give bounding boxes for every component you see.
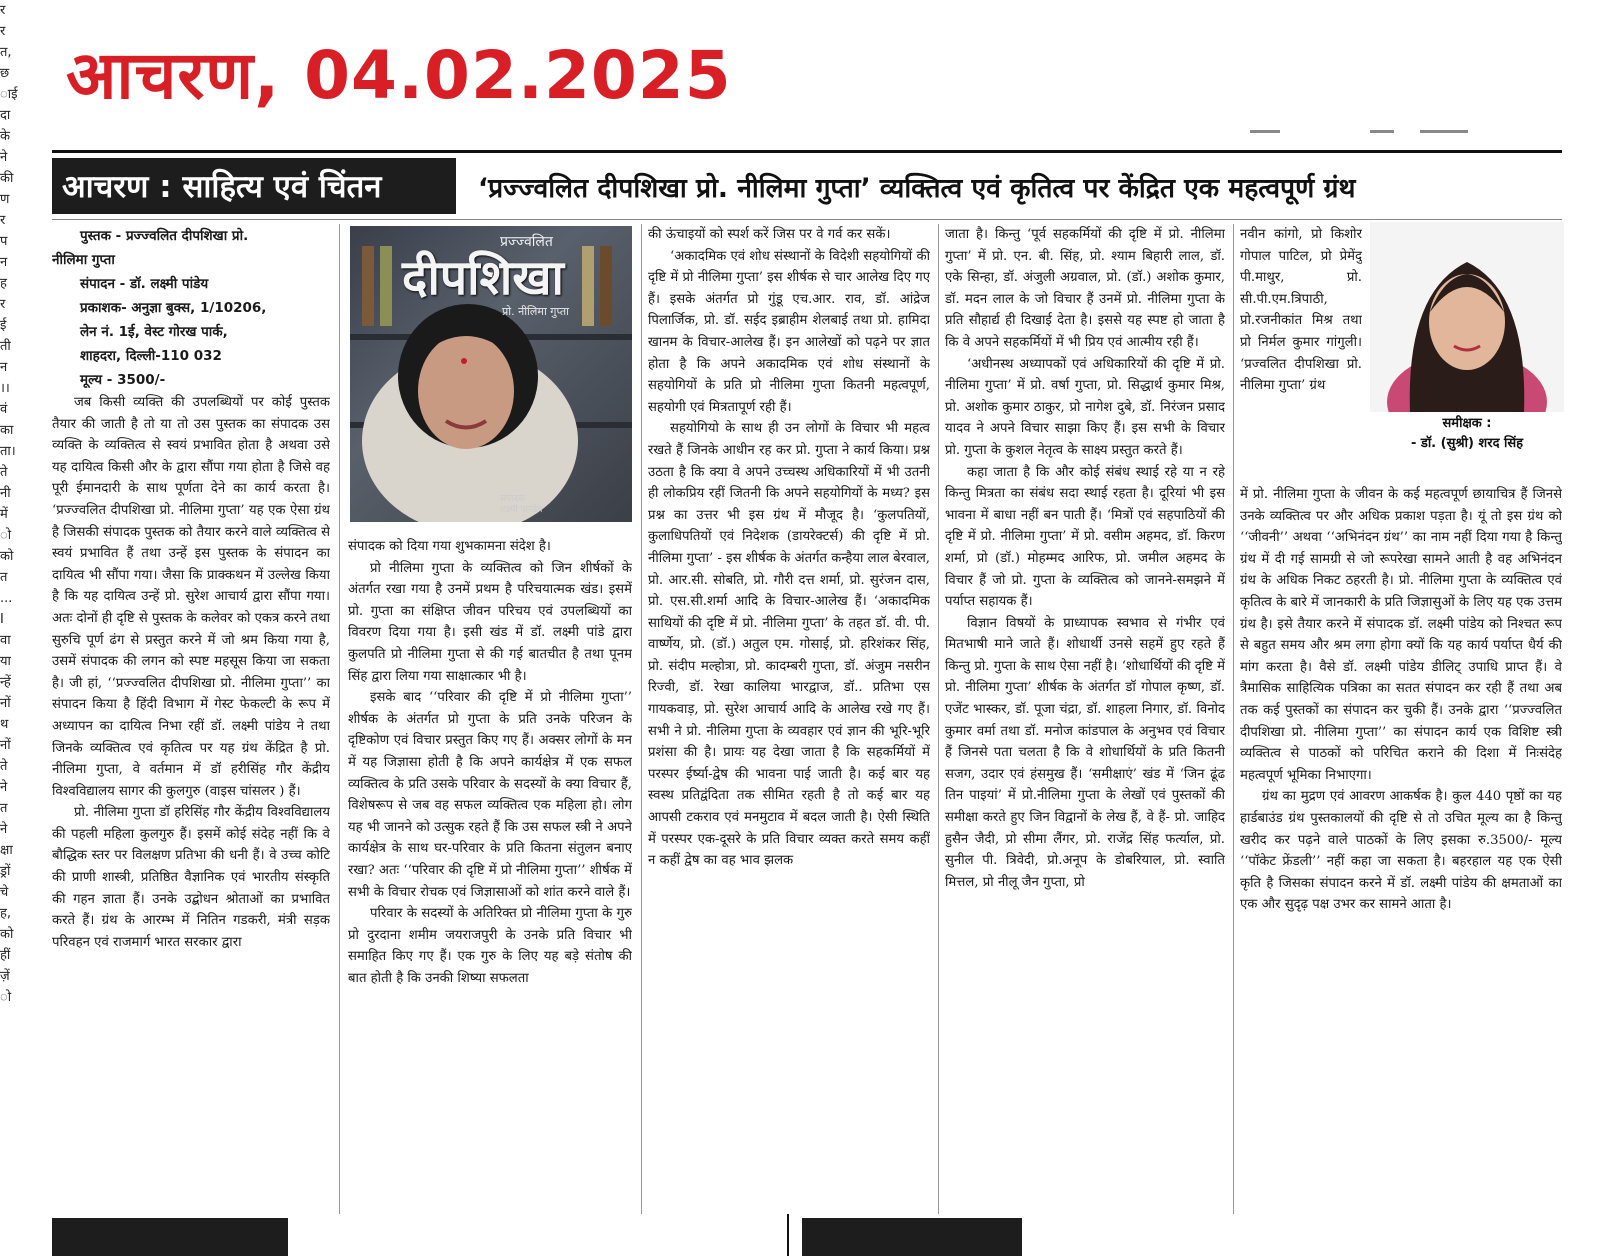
- book-title-line2: नीलिमा गुप्ता: [52, 252, 115, 268]
- strip-fragment: वा: [0, 633, 11, 648]
- next-section-label: [802, 1218, 1022, 1256]
- next-article-strip: [52, 1214, 1562, 1256]
- strip-fragment: हीं: [0, 948, 11, 963]
- paragraph: नवीन कांगो, प्रो किशोर गोपाल पाटिल, प्रो प्रेमेंदु पी.माथुर, प्रो. सी.पी.एम.त्रिपाठी, प्रो.रजनीकांत मिश्र तथा प्रो निर्मल कुमार गांगुली। ‘प्रज्वलित दीपशिखा प्रो. नीलिमा गुप्ता’ ग्रंथ: [1240, 227, 1362, 394]
- strip-fragment: ाई: [0, 87, 18, 102]
- paragraph: परिवार के सदस्यों के अतिरिक्त प्रो नीलिमा गुप्ता के गुरु प्रो दुरदाना शमीम जयराजपुरी के उनके प्रति विचार भी समाहित किए गए हैं। एक गुरु के लिए यह बड़े संतोष की बात होती है कि उनकी शिष्या सफलता: [348, 906, 632, 986]
- strip-fragment: न: [0, 360, 8, 375]
- article-headline: ‘प्रज्ज्वलित दीपशिखा प्रो. नीलिमा गुप्ता’ व्यक्तित्व एवं कृतित्व पर केंद्रित एक महत्वपूर्ण ग्रंथ: [478, 173, 1356, 204]
- paragraph: सहयोगियो के साथ ही उन लोगों के विचार भी महत्व रखते हैं जिनके आधीन रह कर प्रो. गुप्ता ने कार्य किया। प्रश्न उठता है कि क्या वे अपने उच्चस्थ अधिकारियों में भी उतनी ही लोकप्रिय रहीं जितनी कि अपने सहयोगियों के मध्य? इस प्रश्न का उत्तर भी इस ग्रंथ में मौजूद है। ‘कुलपतियों, कुलाधिपतियों एवं निदेशक (डायरेक्टर्स) की दृष्टि में प्रो. नीलिमा गुप्ता’ - इस शीर्षक के अंतर्गत कन्हैया लाल बेरवाल, प्रो. आर.सी. सोबति, प्रो. गौरी दत्त शर्मा, प्रो. सुरंजन दास, प्रो. एस.सी.शर्मा आदि के विचार-आलेख हैं। ‘अकादमिक साथियों की दृष्टि में प्रो. नीलिमा गुप्ता’ के तहत डॉ. वी. पी. वार्ष्णेय, प्रो. (डॉ.) अतुल एम. गोसाई, प्रो. हरिशंकर सिंह, प्रो. संदीप मल्होत्रा, प्रो. कादम्बरी गुप्ता, डॉ. अंजुम नसरीन रिज्वी, डॉ. रेखा कालिया भारद्वाज, डॉ.. प्रतिभा एस गायकवाड़, प्रो. सुरेश आचार्य आदि के आलेख रखे गए हैं। सभी ने प्रो. नीलिमा गुप्ता के व्यवहार एवं ज्ञान की भूरि-भूरि प्रशंसा की है। प्रायः यह देखा जाता है कि सहकर्मियों में परस्पर ईर्ष्या-द्वेष की भावना पाई जाती है। कई बार यह स्वस्थ प्रतिद्वंदिता तक सीमित रहती है तो कई बार यह आपसी टकराव एवं मनमुटाव में बदल जाती है। ऐसी स्थिति में परस्पर एक-दूसरे के प्रति विचार व्यक्त करते समय कहीं न कहीं द्वेष का वह भाव झलक: [648, 421, 930, 869]
- strip-fragment: को: [0, 549, 14, 564]
- reviewer-caption: [1370, 414, 1564, 454]
- column-5-top: [1240, 224, 1362, 486]
- paragraph: की ऊंचाइयों को स्पर्श करें जिस पर वे गर्व कर सकें।: [648, 227, 891, 242]
- strip-fragment: ो: [0, 990, 12, 1005]
- strip-fragment: की: [0, 171, 14, 186]
- cover-small-title: प्रज्ज्वलित: [500, 234, 553, 250]
- book-title-line1: पुस्तक - प्रज्ज्वलित दीपशिखा प्रो.: [80, 228, 249, 244]
- paragraph: ‘अकादमिक एवं शोध संस्थानों के विदेशी सहयोगियों की दृष्टि में प्रो नीलिमा गुप्ता’ इस शीर्षक से चार आलेख दिए गए हैं। इसके अंतर्गत प्रो गुंडू एच.आर. राव, डॉ. आंद्रेज पिलार्जिक, प्रो. डॉ. सईद इब्राहीम शेलबाई तथा प्रो. हामिदा खानम के विचार-आलेख हैं। इन आलेखों को पढ़ने पर ज्ञात होता है कि अपने अकादमिक एवं शोध संस्थानों के सहयोगियों के प्रति प्रो नीलिमा गुप्ता कितनी महत्वपूर्ण, सहयोगी एवं मित्रतापूर्ण रही हैं।: [648, 248, 930, 415]
- strip-fragment: ड्रों: [0, 864, 11, 879]
- column-divider: [1233, 224, 1234, 1214]
- reviewer-label: समीक्षक :: [1442, 416, 1492, 431]
- strip-fragment: ण: [0, 192, 10, 207]
- paragraph: ग्रंथ का मुद्रण एवं आवरण आकर्षक है। कुल 440 पृष्ठों का यह हार्डबाउंड ग्रंथ पुस्तकालयों की दृष्टि से तो उचित मूल्य का है किन्तु खरीद कर पढ़ने वाले पाठकों के लिए इसका रु.3500/- मूल्य ‘‘पॉकेट फ्रेंडली’’ नहीं कहा जा सकता है। बहरहाल यह एक ऐसी कृति है जिसका संपादन करने में डॉ. लक्ष्मी पांडेय की क्षमताओं का एक और सुदृढ़ पक्ष उभर कर सामने आता है।: [1240, 789, 1562, 913]
- book-cover-image: [350, 226, 632, 522]
- column-divider: [787, 1214, 789, 1256]
- next-section-label: [52, 1218, 288, 1256]
- strip-fragment: त,: [0, 45, 12, 60]
- strip-fragment: त: [0, 570, 8, 585]
- column-4: [945, 224, 1225, 1214]
- paragraph: संपादक को दिया गया शुभकामना संदेश है।: [348, 539, 551, 554]
- strip-fragment: त: [0, 801, 8, 816]
- strip-fragment: ती: [0, 339, 11, 354]
- strip-fragment: ने: [0, 780, 8, 795]
- strip-fragment: या: [0, 654, 11, 669]
- strip-fragment: प: [0, 234, 8, 249]
- cover-name: प्रो. नीलिमा गुप्ता: [502, 305, 569, 318]
- book-info: [52, 224, 330, 392]
- strip-fragment: I: [0, 612, 4, 627]
- column-2: [348, 536, 632, 1214]
- column-1: [52, 224, 330, 1214]
- strip-fragment: र: [0, 3, 6, 18]
- paragraph: विज्ञान विषयों के प्राध्यापक स्वभाव से गंभीर एवं मितभाषी माने जाते हैं। शोधार्थी उनसे सहमें हुए रहते हैं किन्तु प्रो. गुप्ता के साथ ऐसा नहीं है। ‘शोधार्थियों की दृष्टि में प्रो. नीलिमा गुप्ता’ शीर्षक के अंतर्गत डॉ गोपाल कृष्ण, डॉ. एजेंट भास्कर, डॉ. पूजा चंद्रा, डॉ. शाहला निगार, डॉ. विनोद कुमार वर्मा तथा डॉ. मनोज कांडपाल के अनुभव एवं विचार हैं जिनसे पता चलता है कि वे शोधार्थियों के प्रति कितनी सजग, उदार एवं हंसमुख हैं। ‘समीक्षाएं’ खंड में ‘जिन ढूंढ तिन पाइयां’ में प्रो.नीलिमा गुप्ता के लेखों एवं पुस्तकों की समीक्षा करते हुए जिन विद्वानों के लेख हैं, वे हैं- प्रो. जाहिद हुसैन जैदी, प्रो सीमा लैंगर, प्रो. राजेंद्र सिंह फर्त्याल, प्रो. सुनील पी. त्रिवेदी, प्रो.अनूप के डोबरियाल, प्रो. स्वाति मित्तल, प्रो नीलू जैन गुप्ता, प्रो: [945, 615, 1225, 890]
- strip-fragment: दा: [0, 108, 11, 123]
- strip-fragment: नी: [0, 486, 11, 501]
- strip-fragment: ह,: [0, 906, 12, 921]
- cover-big-title: दीपशिखा: [402, 250, 564, 306]
- strip-fragment: नों: [0, 738, 11, 753]
- paragraph: कहा जाता है कि और कोई संबंध स्थाई रहे या न रहे किन्तु मित्रता का संबंध सदा स्थाई रहता है। दूरियां भी इस भावना में बाधा नहीं बन पाती हैं। ‘मित्रों एवं सहपाठियों की दृष्टि में प्रो. नीलिमा गुप्ता’ में प्रो. वसीम अहमद, डॉ. किरण शर्मा, प्रो (डॉ.) मोहम्मद आरिफ, प्रो. जमील अहमद के विचार हैं जो प्रो. गुप्ता के व्यक्तित्व को जानने-समझने में पर्याप्त सहायक हैं।: [945, 464, 1225, 610]
- book-publisher-line2: लेन नं. 1ई, वेस्ट गोरख पार्क,: [80, 324, 228, 340]
- strip-fragment: के: [0, 129, 10, 144]
- strip-fragment: थ: [0, 717, 9, 732]
- strip-fragment: चे: [0, 885, 9, 900]
- strip-fragment: ने: [0, 822, 8, 837]
- column-3: [648, 224, 930, 1214]
- paragraph: में प्रो. नीलिमा गुप्ता के जीवन के कई महत्वपूर्ण छायाचित्र हैं जिनसे उनके व्यक्तित्व पर और अधिक प्रकाश पड़ता है। यूं तो इस ग्रंथ को ‘‘जीवनी’’ अथवा ‘‘अभिनंदन ग्रंथ’’ का नाम नहीं दिया गया है किन्तु ग्रंथ में दी गई सामग्री से जो रूपरेखा सामने आती है वह अभिनंदन ग्रंथ के अधिक निकट ठहरती है। प्रो. नीलिमा गुप्ता के व्यक्तित्व एवं कृतित्व के बारे में जानकारी के प्रति जिज्ञासुओं के लिए यह एक उत्तम ग्रंथ है। इसे तैयार करने में संपादक डॉ. लक्ष्मी पांडेय को निश्चत रूप से बहुत समय और श्रम लगा होगा क्यों कि यह कार्य पर्याप्त धैर्य की मांग करता है। वैसे डॉ. लक्ष्मी पांडेय डीलिट् उपाधि प्राप्त हैं। वे त्रैमासिक साहित्यिक पत्रिका का सतत संपादन कर रही हैं तथा अब तक कई पुस्तकों का संपादन कर चुकी हैं। उनके द्वारा ‘‘प्रज्ज्वलित दीपशिखा प्रो. नीलिमा गुप्ता’’ का संपादन कार्य एक विशिष्ट स्त्री व्यक्तित्व से पाठकों को परिचित कराने की दिशा में निःसंदेह महत्वपूर्ण भूमिका निभाएगा।: [1240, 487, 1562, 783]
- strip-fragment: ह: [0, 276, 7, 291]
- reviewer-name: - डॉ. (सुश्री) शरद सिंह: [1410, 436, 1524, 451]
- strip-fragment: ।।: [0, 381, 10, 396]
- date-headline: आचरण, 04.02.2025: [66, 37, 732, 114]
- strip-fragment: ो: [0, 528, 12, 543]
- strip-fragment: नों: [0, 696, 11, 711]
- reviewer-photo: [1370, 222, 1564, 412]
- paragraph: प्रो. नीलिमा गुप्ता डॉ हरिसिंह गौर केंद्रीय विश्वविद्यालय की पहली महिला कुलगुरु हैं। इसमें कोई संदेह नहीं कि वे बौद्धिक स्तर पर विलक्षण प्रतिभा की धनी हैं। वे उच्च कोटि की प्राणी शास्त्री, प्रतिष्ठित वैज्ञानिक एवं भारतीय संस्कृति की गहन ज्ञाता हैं। उनके उद्बोधन श्रोताओं का प्रभावित करते हैं। ग्रंथ के आरम्भ में नितिन गडकरी, मंत्री सड़क परिवहन एवं राजमार्ग भारत सरकार द्वारा: [52, 805, 330, 950]
- paragraph: जाता है। किन्तु ‘पूर्व सहकर्मियों की दृष्टि में प्रो. नीलिमा गुप्ता’ में प्रो. एन. बी. सिंह, प्रो. श्याम बिहारी लाल, डॉ. एके सिन्हा, डॉ. अंजुली अग्रवाल, प्रो. (डॉ.) अशोक कुमार, डॉ. मदन लाल के जो विचार हैं उनमें प्रो. नीलिमा गुप्ता के प्रति सौहार्द्य ही दिखाई देता है। इससे यह स्पष्ट हो जाता है कि वे अपने सहकर्मियों में भी प्रिय एवं आत्मीय रही हैं।: [945, 227, 1225, 350]
- strip-fragment: वं: [0, 402, 8, 417]
- strip-fragment: को: [0, 927, 14, 942]
- strip-fragment: न्हें: [0, 675, 11, 690]
- strip-fragment: ...: [0, 591, 13, 606]
- cover-editor: संपादक लक्ष्मी पाण्डेय: [500, 494, 543, 515]
- column-5: [1240, 484, 1562, 1214]
- column-divider: [938, 224, 939, 1214]
- strip-fragment: का: [0, 423, 14, 438]
- strip-fragment: ते: [0, 759, 8, 774]
- strip-fragment: ते: [0, 465, 8, 480]
- paragraph: जब किसी व्यक्ति की उपलब्धियों पर कोई पुस्तक तैयार की जाती है तो या तो उस पुस्तक का संपादक उस व्यक्ति के व्यक्तित्व से स्वयं प्रभावित होता है अथवा उसे यह दायित्व किसी और के द्वारा सौंपा गया होता है जिसे वह पूरी ईमानदारी के साथ पूर्णता देने का कार्य करता है। ‘प्रज्ज्वलित दीपशिखा प्रो. नीलिमा गुप्ता’ यह एक ऐसा ग्रंथ है जिसकी संपादक पुस्तक को तैयार करने वाले व्यक्तित्व से स्वयं प्रभावित हैं तथा उन्हें इस पुस्तक के संपादन का दायित्व भी सौंपा गया। जैसा कि प्राक्कथन में उल्लेख किया है कि यह दायित्व उन्हें प्रो. सुरेश आचार्य द्वारा सौंपा गया। अतः दोनों ही दृष्टि से पुस्तक के कलेवर को एकत्र करने तथा सुरुचि पूर्ण ढंग से प्रस्तुत करने में जो श्रम किया गया है, उसमें संपादक की लगन को स्पष्ट महसूस किया जा सकता है। जी हां, ‘‘प्रज्ज्वलित दीपशिखा प्रो. नीलिमा गुप्ता’’ का संपादन किया है हिंदी विभाग में गेस्ट फेकल्टी के रूप में अध्यापन का दायित्व निभा रहीं डॉ. लक्ष्मी पांडेय ने तथा जिनके व्यक्तित्व एवं कृतित्व पर यह ग्रंथ केंद्रित है प्रो. नीलिमा गुप्ता, वे वर्तमान में डॉ हरीसिंह गौर केंद्रीय विश्वविद्यालय सागर की कुलगुरु (वाइस चांसलर ) हैं।: [52, 395, 330, 799]
- reviewer-portrait: [1370, 222, 1564, 412]
- column-divider: [339, 224, 340, 1214]
- masthead-rule: [52, 150, 1562, 153]
- paragraph: प्रो नीलिमा गुप्ता के व्यक्तित्व को जिन शीर्षकों के अंतर्गत रखा गया है उनमें प्रथम है परिचयात्मक खंड। इसमें प्रो. गुप्ता का संक्षिप्त जीवन परिचय एवं उपलब्धियों का विवरण दिया गया है। इसी खंड में डॉ. लक्ष्मी पांडे द्वारा कुलपति प्रो नीलिमा गुप्ता से की गई बातचीत है तथा पूनम सिंह द्वारा लिया गया साक्षात्कार भी है।: [348, 560, 632, 684]
- book-publisher-line3: शाहदरा, दिल्ली-110 032: [80, 348, 222, 364]
- strip-fragment: क्षा: [0, 843, 13, 858]
- adjacent-article-fragment: [0, 0, 20, 1256]
- strip-fragment: र: [0, 213, 6, 228]
- book-publisher-line1: प्रकाशक- अनुज्ञा बुक्स, 1/10206,: [80, 300, 267, 316]
- strip-fragment: र: [0, 24, 6, 39]
- strip-fragment: में: [0, 507, 8, 522]
- book-price: मूल्य - 3500/-: [80, 372, 166, 388]
- strip-fragment: ने: [0, 150, 8, 165]
- strip-fragment: ता।: [0, 444, 16, 459]
- column-divider: [641, 224, 642, 1214]
- strip-fragment: ज़ें: [0, 969, 10, 984]
- strip-fragment: छ: [0, 66, 10, 81]
- paragraph: ‘अधीनस्थ अध्यापकों एवं अधिकारियों की दृष्टि में प्रो. नीलिमा गुप्ता’ में प्रो. वर्षा गुप्ता, प्रो. सिद्धार्थ कुमार मिश्र, प्रो. अशोक कुमार ठाकुर, प्रो नागेश दुबे, डॉ. निरंजन प्रसाद यादव ने अपने विचार साझा किए हैं। इस सभी के विचार प्रो. गुप्ता के कुशल नेतृत्व के साक्ष्य प्रस्तुत करते हैं।: [945, 356, 1225, 458]
- strip-fragment: ई: [0, 318, 7, 333]
- faint-top-text: [1240, 128, 1560, 138]
- paragraph: इसके बाद ‘‘परिवार की दृष्टि में प्रो नीलिमा गुप्ता’’ शीर्षक के अंतर्गत प्रो गुप्ता के प्रति उनके परिजन के दृष्टिकोण एवं विचार प्रस्तुत किए गए हैं। अक्सर लोगों के मन में यह जिज्ञासा होती है कि अपने कार्यक्षेत्र में एक सफल व्यक्तित्व के प्रति उसके परिवार के सदस्यों के क्या विचार हैं, विशेषरूप से जब वह सफल व्यक्तित्व एक महिला हो। लोग यह भी जानने को उत्सुक रहते हैं कि उस सफल स्त्री ने अपने कार्यक्षेत्र के साथ घर-परिवार के प्रति कितना संतुलन बनाए रखा? अतः ‘‘परिवार की दृष्टि में प्रो नीलिमा गुप्ता’’ शीर्षक में सभी के विचार रोचक एवं जिज्ञासाओं को शांत करने वाले हैं।: [348, 690, 632, 900]
- strip-fragment: न: [0, 255, 8, 270]
- headline-divider: [52, 219, 1562, 220]
- book-editor: संपादन - डॉ. लक्ष्मी पांडेय: [80, 276, 209, 292]
- strip-fragment: र: [0, 297, 6, 312]
- section-label: आचरण : साहित्य एवं चिंतन: [52, 158, 456, 214]
